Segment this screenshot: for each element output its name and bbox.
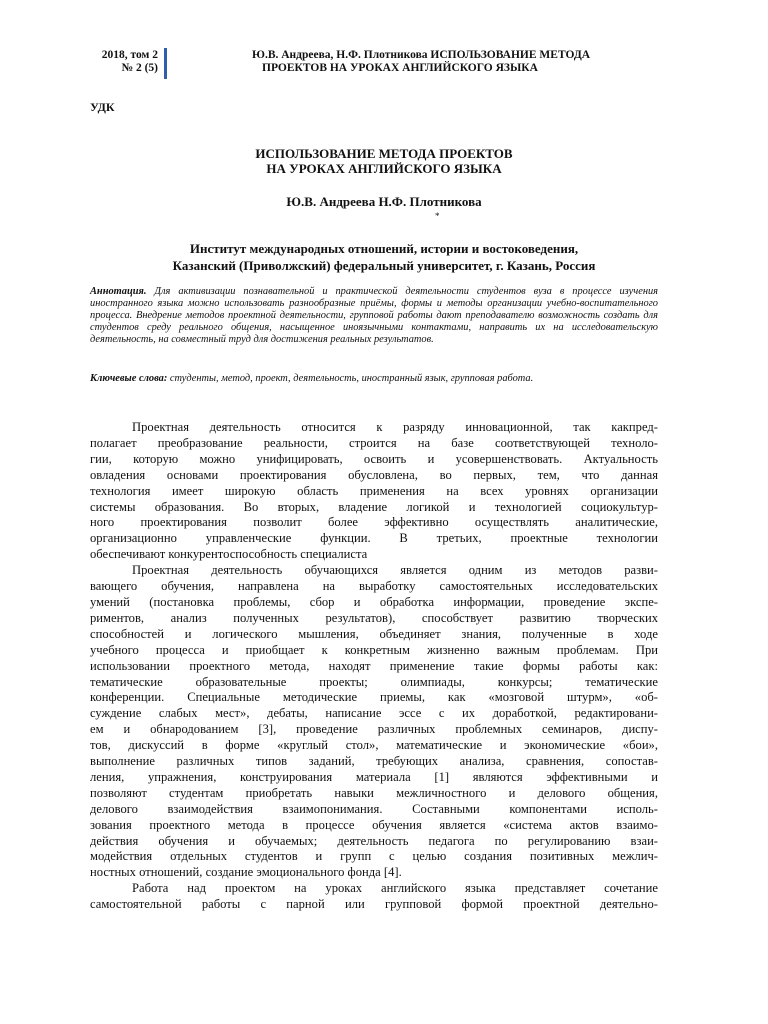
body-paragraph-3 <box>90 881 658 913</box>
body-line: гии, которую можно унифицировать, освоить и усовершенствовать. Актуальность <box>90 451 658 466</box>
affiliation-line1: Институт международных отношений, истории и востоковедения, <box>189 241 579 256</box>
header-divider <box>164 48 167 79</box>
affiliation-line2: Казанский (Приволжский) федеральный университет, г. Казань, Россия <box>172 258 596 273</box>
body-line: суждение слабых мест», дебаты, написание эссе с их доработкой, редактировани- <box>90 706 658 721</box>
udk-label: УДК <box>90 100 115 114</box>
body-line: умений (постановка проблемы, сбор и обработка информации, проведение экспе- <box>90 594 658 609</box>
article-body <box>90 420 658 913</box>
author-affiliation <box>90 240 678 274</box>
body-line: организационно управленческие функции. В третьих, проектные технологии <box>90 531 658 546</box>
body-line: учебного процесса и приобщает к конкретным жизненно важным проблемам. При <box>90 642 658 657</box>
title-line1: ИСПОЛЬЗОВАНИЕ МЕТОДА ПРОЕКТОВ <box>255 146 513 161</box>
body-line: модействия отдельных студентов и групп с целью создания позитивных межлич- <box>90 849 658 864</box>
body-line: полагает преобразование реальности, строится на базе соответствующей техноло- <box>90 435 658 450</box>
body-line: способностей и логического мышления, объединяет знания, полученные в ходе <box>90 626 658 641</box>
article-title <box>90 146 678 176</box>
body-line: обеспечивают конкурентоспособность специалиста <box>90 547 368 562</box>
journal-year-volume: 2018, том 2 <box>101 49 158 61</box>
keywords <box>90 373 658 385</box>
body-line: вающего обучения, направлена на выработку самостоятельных исследовательских <box>90 579 658 594</box>
body-line: системы образования. Во вторых, владение логикой и технологией социокультур- <box>90 499 658 514</box>
body-line: овладения основами проектирования обусловлена, во первых, тем, что данная <box>90 467 658 482</box>
journal-issue-number: № 2 (5) <box>121 62 158 74</box>
body-line: тематические образовательные проекты; олимпиады, конкурсы; тематические <box>90 674 658 689</box>
running-header-line2: ПРОЕКТОВ НА УРОКАХ АНГЛИЙСКОГО ЯЗЫКА <box>262 62 538 74</box>
body-paragraph-2 <box>90 563 658 881</box>
body-line: использовании проектного метода, находят применение такие формы работы как: <box>90 658 658 673</box>
abstract-text: Для активизации познавательной и практической деятельности студентов вуза в процессе изучения иностранного языка можно использовать разнообразные приёмы, формы и методы организации учебно-воспитательного процесса. Внедрение методов проектной деятельности, групповой работы дают преподавателю возможность создать для студентов среду реального общения, насыщенное иноязычными контактами, направить их на исследовательскую деятельность, на совместный труд для достижения реальных результатов. <box>90 286 658 345</box>
body-line: ем и обнародованием [3], проведение различных проблемных семинаров, диспу- <box>90 722 658 737</box>
abstract <box>90 286 658 346</box>
body-line: ления, упражнения, конструирования материала [1] являются эффективными и <box>90 769 658 784</box>
body-line: зования проектного метода в процессе обучения является «система актов взаимо- <box>90 817 658 832</box>
body-line: самостоятельной работы с парной или групповой формой проектной деятельно- <box>90 897 658 912</box>
body-line: выполнение различных типов заданий, требующих анализа, сравнения, сопостав- <box>90 754 658 769</box>
body-line: позволяют студентам приобретать навыки межличностного и делового общения, <box>90 785 658 800</box>
body-line: тов, дискуссий в форме «круглый стол», математические и экономические «бои», <box>90 738 658 753</box>
body-line: ного проектирования позволит более эффективно осуществлять аналитические, <box>90 515 658 530</box>
body-line: Проектная деятельность обучающихся является одним из методов разви- <box>132 563 658 578</box>
running-header-line1: Ю.В. Андреева, Н.Ф. Плотникова ИСПОЛЬЗОВАНИЕ МЕТОДА <box>252 49 591 61</box>
footnote-asterisk: * <box>435 211 440 221</box>
body-line: делового взаимодействия взаимопонимания. Составными компонентами исполь- <box>90 801 658 816</box>
body-line: конференции. Специальные методические приемы, как «мозговой штурм», «об- <box>90 690 658 705</box>
article-authors: Ю.В. Андреева Н.Ф. Плотникова <box>286 194 482 209</box>
keywords-text: студенты, метод, проект, деятельность, иностранный язык, групповая работа. <box>167 373 534 384</box>
body-line: ностных отношений, создание эмоционального фонда [4]. <box>90 865 402 880</box>
body-line: технология имеет широкую область применения на всех уровнях организации <box>90 483 658 498</box>
journal-issue-info <box>88 49 158 75</box>
body-paragraph-1 <box>90 420 658 563</box>
body-line: Работа над проектом на уроках английского языка представляет сочетание <box>132 881 658 896</box>
body-line: риментов, анализ полученных результатов), способствует развитию творческих <box>90 610 658 625</box>
running-header <box>252 49 672 75</box>
keywords-label: Ключевые слова: <box>90 373 168 384</box>
abstract-label: Аннотация. <box>90 286 147 297</box>
title-line2: НА УРОКАХ АНГЛИЙСКОГО ЯЗЫКА <box>266 161 502 176</box>
body-line: действия обучения и обучаемых; деятельность педагога по регулированию взаи- <box>90 833 658 848</box>
body-line: Проектная деятельность относится к разряду инновационной, так какпред- <box>132 420 658 434</box>
